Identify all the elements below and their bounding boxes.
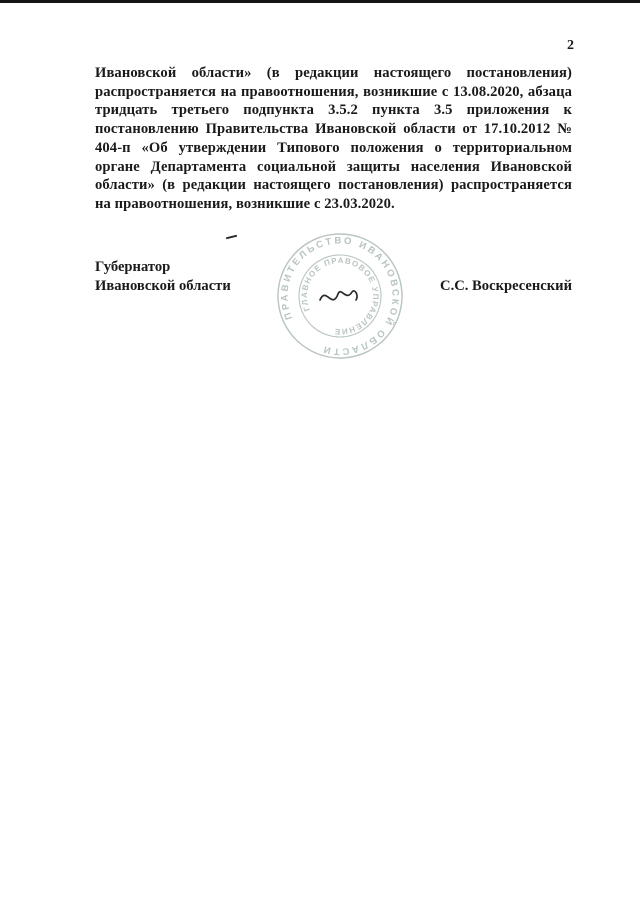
stamp-outer-text: ПРАВИТЕЛЬСТВО ИВАНОВСКОЙ ОБЛАСТИ <box>279 235 401 357</box>
body-paragraph: Ивановской области» (в редакции настоящего постановления) распространяется на правоотношения, возникшие с 13.08.2020, абзаца тридцать третьего подпункта 3.5.2 пункта 3.5 приложения к постановлению Правительства Ивановской области от 17.10.2012 № 404-п «Об утверждении Типового положения о территориальном органе Департамента социальной защиты населения Ивановской области» (в редакции настоящего постановления) распространяется на правоотношения, возникшие с 23.03.2020. <box>95 65 572 212</box>
stamp-outer-circle <box>262 218 418 374</box>
stamp-inner-text: ГЛАВНОЕ ПРАВОВОЕ УПРАВЛЕНИЕ <box>299 255 381 337</box>
signature-block <box>95 258 572 295</box>
signer-title <box>95 258 231 295</box>
signer-title-line1: Губернатор <box>95 259 171 275</box>
signer-name: С.С. Воскресенский <box>440 277 572 294</box>
pen-mark <box>226 235 237 240</box>
signer-title-line2: Ивановской области <box>95 277 231 294</box>
page-number: 2 <box>567 38 574 53</box>
stamp-graphic <box>262 218 418 374</box>
official-stamp <box>262 218 418 374</box>
scan-edge <box>0 0 640 3</box>
